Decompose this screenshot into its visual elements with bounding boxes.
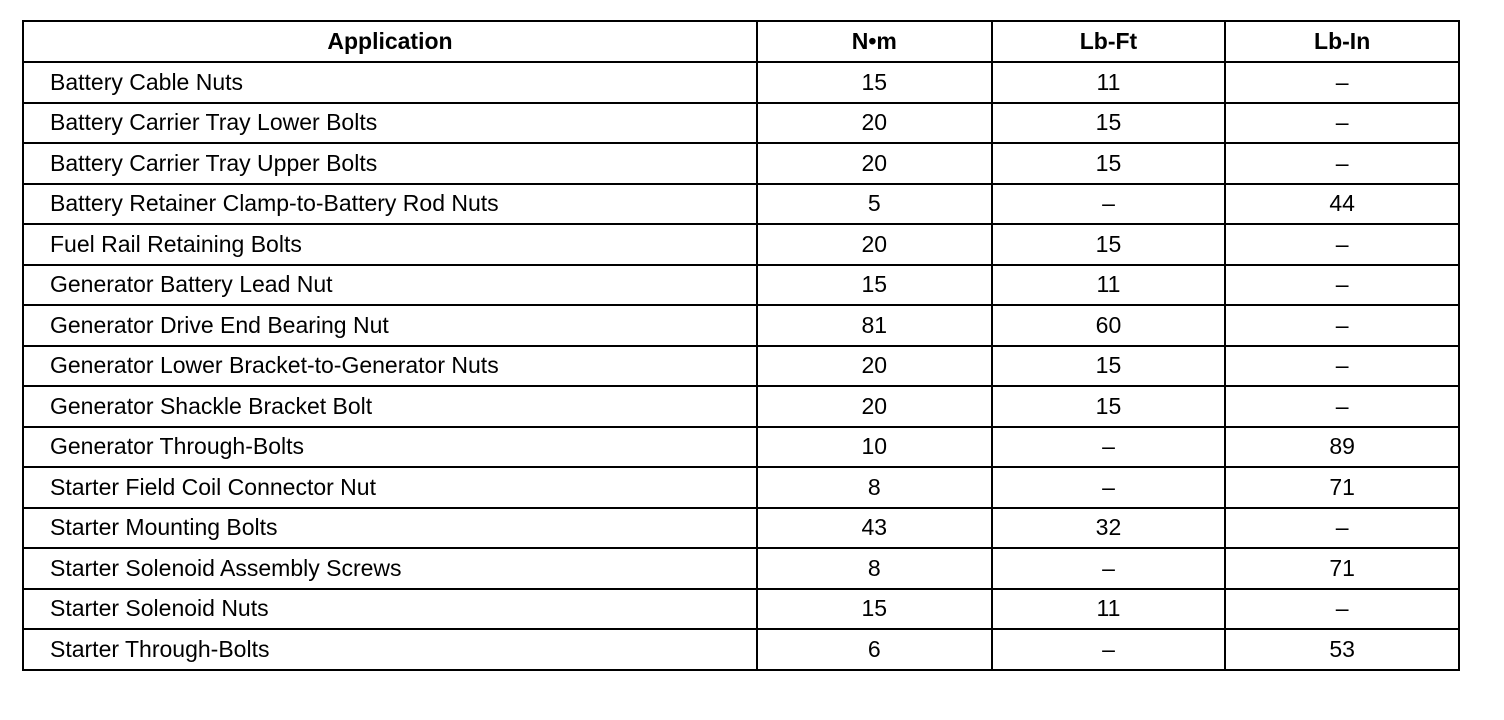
cell-nm: 15 bbox=[757, 265, 992, 306]
cell-lbin: – bbox=[1225, 305, 1459, 346]
cell-application: Generator Lower Bracket-to-Generator Nuts bbox=[23, 346, 757, 387]
cell-lbft: 15 bbox=[992, 143, 1226, 184]
cell-application: Battery Carrier Tray Lower Bolts bbox=[23, 103, 757, 144]
cell-application: Generator Battery Lead Nut bbox=[23, 265, 757, 306]
cell-application: Battery Retainer Clamp-to-Battery Rod Nuts bbox=[23, 184, 757, 225]
table-row bbox=[23, 589, 1459, 630]
table-row bbox=[23, 143, 1459, 184]
cell-lbin: – bbox=[1225, 589, 1459, 630]
header-lbft: Lb-Ft bbox=[992, 21, 1226, 62]
table-row bbox=[23, 184, 1459, 225]
cell-lbft: – bbox=[992, 184, 1226, 225]
table-row bbox=[23, 548, 1459, 589]
cell-nm: 20 bbox=[757, 224, 992, 265]
cell-lbin: – bbox=[1225, 62, 1459, 103]
table-row bbox=[23, 305, 1459, 346]
cell-nm: 5 bbox=[757, 184, 992, 225]
cell-nm: 15 bbox=[757, 62, 992, 103]
cell-lbft: – bbox=[992, 548, 1226, 589]
cell-application: Generator Shackle Bracket Bolt bbox=[23, 386, 757, 427]
cell-lbin: 71 bbox=[1225, 548, 1459, 589]
cell-lbft: 60 bbox=[992, 305, 1226, 346]
cell-lbin: 53 bbox=[1225, 629, 1459, 670]
cell-application: Battery Carrier Tray Upper Bolts bbox=[23, 143, 757, 184]
cell-lbft: 11 bbox=[992, 62, 1226, 103]
cell-nm: 10 bbox=[757, 427, 992, 468]
cell-application: Generator Drive End Bearing Nut bbox=[23, 305, 757, 346]
cell-lbft: 15 bbox=[992, 386, 1226, 427]
cell-lbft: – bbox=[992, 629, 1226, 670]
header-application: Application bbox=[23, 21, 757, 62]
table-row bbox=[23, 265, 1459, 306]
header-nm: N•m bbox=[757, 21, 992, 62]
cell-application: Battery Cable Nuts bbox=[23, 62, 757, 103]
cell-nm: 20 bbox=[757, 386, 992, 427]
cell-lbin: 89 bbox=[1225, 427, 1459, 468]
cell-lbin: – bbox=[1225, 224, 1459, 265]
table-row bbox=[23, 467, 1459, 508]
cell-application: Starter Through-Bolts bbox=[23, 629, 757, 670]
cell-lbft: 11 bbox=[992, 265, 1226, 306]
cell-application: Starter Solenoid Assembly Screws bbox=[23, 548, 757, 589]
torque-specifications-table bbox=[22, 20, 1460, 671]
cell-nm: 6 bbox=[757, 629, 992, 670]
cell-lbft: 15 bbox=[992, 346, 1226, 387]
table-row bbox=[23, 386, 1459, 427]
cell-lbft: 15 bbox=[992, 103, 1226, 144]
cell-nm: 8 bbox=[757, 548, 992, 589]
cell-lbin: – bbox=[1225, 143, 1459, 184]
cell-lbft: 32 bbox=[992, 508, 1226, 549]
cell-application: Starter Field Coil Connector Nut bbox=[23, 467, 757, 508]
cell-nm: 43 bbox=[757, 508, 992, 549]
table-row bbox=[23, 629, 1459, 670]
table-row bbox=[23, 62, 1459, 103]
cell-nm: 81 bbox=[757, 305, 992, 346]
table-body bbox=[23, 62, 1459, 670]
cell-lbin: 71 bbox=[1225, 467, 1459, 508]
cell-lbft: – bbox=[992, 427, 1226, 468]
table-row bbox=[23, 346, 1459, 387]
cell-nm: 20 bbox=[757, 143, 992, 184]
cell-lbin: – bbox=[1225, 346, 1459, 387]
cell-nm: 20 bbox=[757, 346, 992, 387]
table-row bbox=[23, 224, 1459, 265]
cell-application: Fuel Rail Retaining Bolts bbox=[23, 224, 757, 265]
cell-lbin: – bbox=[1225, 265, 1459, 306]
header-lbin: Lb-In bbox=[1225, 21, 1459, 62]
table-header-row bbox=[23, 21, 1459, 62]
cell-application: Generator Through-Bolts bbox=[23, 427, 757, 468]
cell-lbin: – bbox=[1225, 103, 1459, 144]
cell-lbft: 15 bbox=[992, 224, 1226, 265]
cell-lbft: 11 bbox=[992, 589, 1226, 630]
table-row bbox=[23, 427, 1459, 468]
cell-lbin: 44 bbox=[1225, 184, 1459, 225]
cell-nm: 15 bbox=[757, 589, 992, 630]
table-row bbox=[23, 508, 1459, 549]
cell-lbft: – bbox=[992, 467, 1226, 508]
table-row bbox=[23, 103, 1459, 144]
cell-nm: 8 bbox=[757, 467, 992, 508]
cell-application: Starter Solenoid Nuts bbox=[23, 589, 757, 630]
cell-nm: 20 bbox=[757, 103, 992, 144]
cell-application: Starter Mounting Bolts bbox=[23, 508, 757, 549]
cell-lbin: – bbox=[1225, 508, 1459, 549]
cell-lbin: – bbox=[1225, 386, 1459, 427]
